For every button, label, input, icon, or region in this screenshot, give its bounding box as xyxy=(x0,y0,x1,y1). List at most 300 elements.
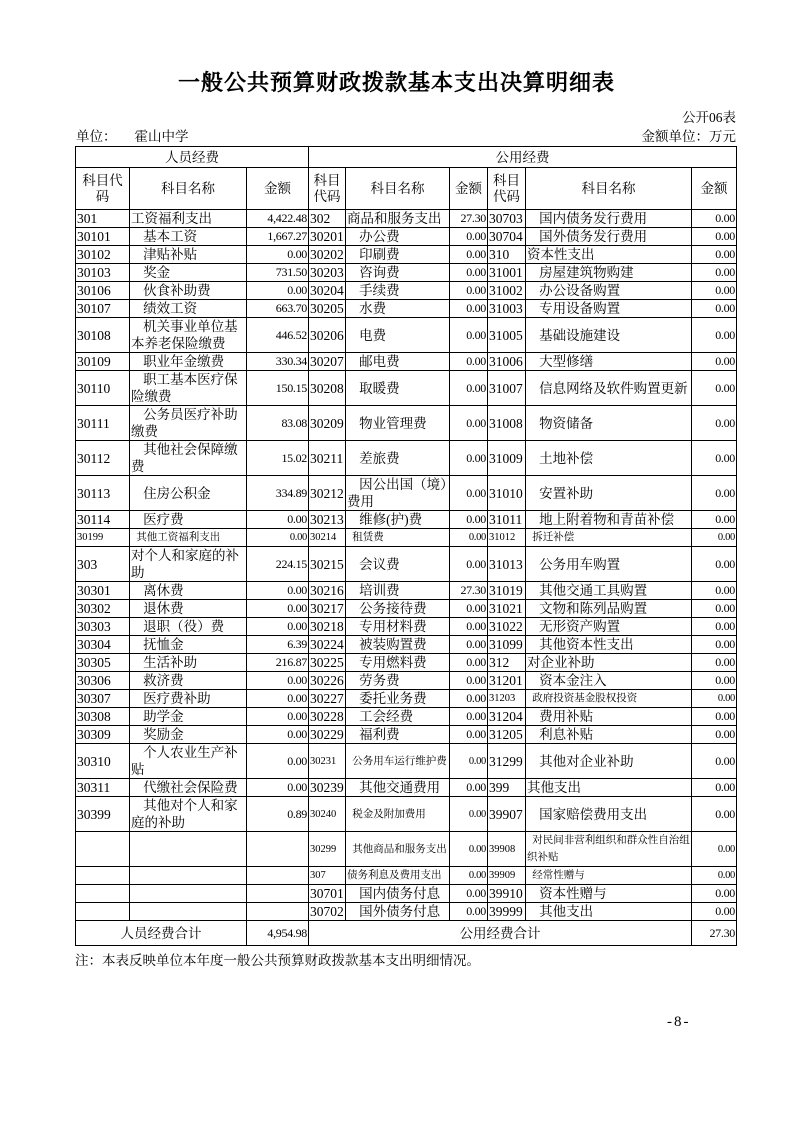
code-cell: 30224 xyxy=(310,637,344,652)
name-cell: 物资储备 xyxy=(526,406,692,441)
amount-cell: 0.00 xyxy=(450,371,488,406)
code-cell: 30226 xyxy=(310,673,344,688)
public-total-label: 公用经费合计 xyxy=(309,921,692,946)
col-header-name-3: 科目名称 xyxy=(526,168,692,210)
code-cell: 31099 xyxy=(488,636,526,654)
name-cell: 对民间非营利组织和群众性自治组织补贴 xyxy=(526,832,692,867)
name-cell: 国内债务发行费用 xyxy=(526,210,692,228)
amount-cell: 0.00 xyxy=(450,441,488,476)
code-cell: 30228 xyxy=(310,709,344,724)
name-cell: 印刷费 xyxy=(346,246,450,264)
amount-cell: 0.00 xyxy=(247,779,309,797)
name-cell: 其他资本性支出 xyxy=(526,636,692,654)
name-cell: 其他工资福利支出 xyxy=(130,529,247,547)
code-cell: 302 xyxy=(309,210,346,228)
code-cell: 31011 xyxy=(488,511,526,529)
amount-cell: 0.00 xyxy=(450,636,488,654)
name-cell: 咨询费 xyxy=(346,264,450,282)
table-row xyxy=(76,300,737,318)
amount-cell: 0.00 xyxy=(692,618,737,636)
code-cell: 31021 xyxy=(488,600,526,618)
code-cell: 30107 xyxy=(76,300,130,318)
code-cell: 30308 xyxy=(76,708,130,726)
code-cell: 31010 xyxy=(488,476,526,511)
page-number: -8- xyxy=(667,1014,691,1030)
code-cell: 39909 xyxy=(488,867,526,885)
name-cell: 国外债务发行费用 xyxy=(526,228,692,246)
amount-cell: 15.02 xyxy=(247,441,309,476)
amount-cell: 0.00 xyxy=(692,636,737,654)
amount-cell: 0.00 xyxy=(450,779,488,797)
name-cell: 土地补偿 xyxy=(526,441,692,476)
amount-cell: 0.00 xyxy=(450,885,488,903)
code-cell xyxy=(76,903,130,921)
code-cell: 31008 xyxy=(488,406,526,441)
amount-cell: 0.00 xyxy=(692,547,737,582)
table-row xyxy=(76,476,737,511)
name-cell: 物业管理费 xyxy=(346,406,450,441)
code-cell: 31002 xyxy=(488,282,526,300)
name-cell: 个人农业生产补贴 xyxy=(130,744,247,779)
code-cell: 30208 xyxy=(309,371,346,406)
code-cell: 30703 xyxy=(488,210,526,228)
code-cell: 30206 xyxy=(309,318,346,353)
amount-cell: 0.00 xyxy=(450,654,488,672)
code-cell: 303 xyxy=(76,547,130,582)
code-cell: 31201 xyxy=(488,672,526,690)
name-cell: 债务利息及费用支出 xyxy=(346,867,450,885)
name-cell: 税金及附加费用 xyxy=(346,797,450,832)
code-cell: 30399 xyxy=(76,797,130,832)
code-cell: 30205 xyxy=(310,301,344,316)
name-cell: 其他商品和服务支出 xyxy=(346,832,450,867)
name-cell: 信息网络及软件购置更新 xyxy=(526,371,692,406)
name-cell: 医疗费补助 xyxy=(130,690,247,708)
code-cell: 30108 xyxy=(76,318,130,353)
code-cell: 31299 xyxy=(488,744,526,779)
amount-cell: 0.89 xyxy=(247,797,309,832)
name-cell: 生活补助 xyxy=(130,654,247,672)
table-row xyxy=(76,282,737,300)
code-cell: 30112 xyxy=(76,441,130,476)
code-cell: 30201 xyxy=(310,229,344,244)
table-row xyxy=(76,744,737,779)
name-cell: 伙食补助费 xyxy=(130,282,247,300)
personnel-total-value: 4,954.98 xyxy=(247,921,309,946)
table-row xyxy=(76,654,737,672)
amount-cell: 0.00 xyxy=(247,690,309,708)
amount-cell: 446.52 xyxy=(247,318,309,353)
name-cell: 培训费 xyxy=(346,582,450,600)
amount-cell: 0.00 xyxy=(692,371,737,406)
amount-cell: 0.00 xyxy=(692,511,737,529)
code-cell: 30102 xyxy=(76,246,130,264)
code-cell: 39907 xyxy=(488,797,526,832)
amount-cell: 0.00 xyxy=(247,708,309,726)
amount-cell: 0.00 xyxy=(450,618,488,636)
amount-cell: 0.00 xyxy=(692,300,737,318)
section-public: 公用经费 xyxy=(309,147,737,168)
amount-cell: 0.00 xyxy=(692,690,737,708)
col-header-code-2: 科目代码 xyxy=(309,168,346,210)
table-row xyxy=(76,708,737,726)
code-cell: 312 xyxy=(488,654,526,672)
amount-cell: 0.00 xyxy=(247,282,309,300)
amount-cell: 0.00 xyxy=(692,246,737,264)
code-cell: 31006 xyxy=(488,353,526,371)
amount-cell: 0.00 xyxy=(450,300,488,318)
code-cell: 30216 xyxy=(310,583,344,598)
code-cell: 30218 xyxy=(310,619,344,634)
name-cell: 其他交通费用 xyxy=(346,779,450,797)
table-row xyxy=(76,529,737,547)
code-cell: 307 xyxy=(309,867,346,885)
code-cell: 30227 xyxy=(310,691,344,706)
name-cell: 政府投资基金股权投资 xyxy=(526,690,692,708)
name-cell: 奖励金 xyxy=(130,726,247,744)
amount-cell: 0.00 xyxy=(450,511,488,529)
amount-cell: 0.00 xyxy=(692,797,737,832)
amount-cell: 0.00 xyxy=(247,246,309,264)
name-cell: 邮电费 xyxy=(346,353,450,371)
code-cell: 39999 xyxy=(488,903,526,921)
name-cell: 地上附着物和青苗补偿 xyxy=(526,511,692,529)
table-note: 注：本表反映单位本年度一般公共预算财政拨款基本支出明细情况。 xyxy=(75,953,480,968)
code-cell: 30229 xyxy=(310,727,344,742)
amount-cell: 0.00 xyxy=(450,832,488,867)
table-row xyxy=(76,600,737,618)
amount-cell: 0.00 xyxy=(692,441,737,476)
name-cell: 绩效工资 xyxy=(130,300,247,318)
amount-cell: 0.00 xyxy=(247,672,309,690)
name-cell: 文物和陈列品购置 xyxy=(526,600,692,618)
code-cell: 30113 xyxy=(76,476,130,511)
expenditure-table xyxy=(75,146,737,946)
name-cell xyxy=(130,885,247,903)
amount-cell: 150.15 xyxy=(247,371,309,406)
name-cell: 因公出国（境）费用 xyxy=(346,476,450,511)
amount-cell: 0.00 xyxy=(692,654,737,672)
name-cell: 费用补贴 xyxy=(526,708,692,726)
code-cell: 399 xyxy=(488,779,526,797)
name-cell: 其他支出 xyxy=(526,903,692,921)
amount-cell: 0.00 xyxy=(247,529,309,547)
amount-cell: 0.00 xyxy=(450,529,488,547)
code-cell: 31007 xyxy=(488,371,526,406)
sheet xyxy=(75,146,736,969)
amount-cell: 0.00 xyxy=(692,832,737,867)
unit-name: 霍山中学 xyxy=(134,129,189,144)
name-cell: 经常性赠与 xyxy=(526,867,692,885)
code-cell: 30704 xyxy=(488,228,526,246)
name-cell: 其他对个人和家庭的补助 xyxy=(130,797,247,832)
page-title: 一般公共预算财政拨款基本支出决算明细表 xyxy=(177,71,615,96)
code-cell: 30301 xyxy=(76,582,130,600)
amount-cell: 0.00 xyxy=(692,282,737,300)
total-row xyxy=(76,921,737,946)
amount-cell: 0.00 xyxy=(692,353,737,371)
amount-cell xyxy=(247,903,309,921)
code-cell: 310 xyxy=(488,246,526,264)
name-cell xyxy=(130,903,247,921)
table-row xyxy=(76,441,737,476)
code-cell: 31204 xyxy=(488,708,526,726)
name-cell xyxy=(130,867,247,885)
name-cell: 公务接待费 xyxy=(346,600,450,618)
amount-cell: 0.00 xyxy=(247,744,309,779)
table-row xyxy=(76,726,737,744)
name-cell: 对个人和家庭的补助 xyxy=(130,547,247,582)
name-cell: 公务员医疗补助缴费 xyxy=(130,406,247,441)
name-cell: 办公费 xyxy=(346,228,450,246)
name-cell: 职业年金缴费 xyxy=(130,353,247,371)
code-cell: 31022 xyxy=(488,618,526,636)
amount-cell: 0.00 xyxy=(692,318,737,353)
code-cell xyxy=(76,885,130,903)
amount-cell: 663.70 xyxy=(247,300,309,318)
name-cell: 公务用车运行维护费 xyxy=(346,744,450,779)
name-cell: 拆迁补偿 xyxy=(526,529,692,547)
code-cell: 30109 xyxy=(76,353,130,371)
name-cell: 委托业务费 xyxy=(346,690,450,708)
table-row xyxy=(76,885,737,903)
name-cell: 国内债务付息 xyxy=(346,885,450,903)
code-cell: 31005 xyxy=(488,318,526,353)
amount-cell: 0.00 xyxy=(450,406,488,441)
name-cell: 被装购置费 xyxy=(346,636,450,654)
table-row xyxy=(76,228,737,246)
amount-cell: 0.00 xyxy=(247,511,309,529)
name-cell: 安置补助 xyxy=(526,476,692,511)
amount-unit-label: 金额单位：万元 xyxy=(641,129,736,144)
column-header-row xyxy=(76,168,737,210)
amount-cell: 6.39 xyxy=(247,636,309,654)
code-cell: 30310 xyxy=(76,744,130,779)
code-cell: 30199 xyxy=(76,529,130,547)
amount-cell: 0.00 xyxy=(450,282,488,300)
name-cell: 手续费 xyxy=(346,282,450,300)
amount-cell: 0.00 xyxy=(450,600,488,618)
name-cell: 其他交通工具购置 xyxy=(526,582,692,600)
col-header-amount-1: 金额 xyxy=(247,168,309,210)
amount-cell: 224.15 xyxy=(247,547,309,582)
table-row xyxy=(76,246,737,264)
name-cell: 办公设备购置 xyxy=(526,282,692,300)
name-cell: 资本性赠与 xyxy=(526,885,692,903)
name-cell: 无形资产购置 xyxy=(526,618,692,636)
amount-cell: 4,422.48 xyxy=(247,210,309,228)
name-cell: 离休费 xyxy=(130,582,247,600)
amount-cell: 0.00 xyxy=(692,779,737,797)
name-cell: 退职（役）费 xyxy=(130,618,247,636)
form-code-label: 公开06表 xyxy=(682,110,736,125)
col-header-code-3: 科目代码 xyxy=(488,168,526,210)
code-cell xyxy=(76,867,130,885)
code-cell: 30213 xyxy=(310,512,344,527)
amount-cell: 334.89 xyxy=(247,476,309,511)
code-cell: 30110 xyxy=(76,371,130,406)
name-cell: 工会经费 xyxy=(346,708,450,726)
table-row xyxy=(76,672,737,690)
code-cell: 30231 xyxy=(309,744,346,779)
code-cell: 30111 xyxy=(76,406,130,441)
name-cell: 水费 xyxy=(346,300,450,318)
table-row xyxy=(76,797,737,832)
amount-cell: 0.00 xyxy=(692,600,737,618)
name-cell: 维修(护)费 xyxy=(346,511,450,529)
name-cell: 大型修缮 xyxy=(526,353,692,371)
amount-cell: 0.00 xyxy=(450,797,488,832)
name-cell: 退休费 xyxy=(130,600,247,618)
code-cell: 30299 xyxy=(309,832,346,867)
table-row xyxy=(76,210,737,228)
amount-cell: 0.00 xyxy=(450,690,488,708)
code-cell: 30203 xyxy=(310,265,344,280)
table-row xyxy=(76,318,737,353)
amount-cell: 0.00 xyxy=(247,582,309,600)
table-row xyxy=(76,636,737,654)
name-cell xyxy=(130,832,247,867)
name-cell: 奖金 xyxy=(130,264,247,282)
amount-cell: 0.00 xyxy=(450,867,488,885)
amount-cell xyxy=(247,885,309,903)
amount-cell: 0.00 xyxy=(692,672,737,690)
code-cell: 30311 xyxy=(76,779,130,797)
name-cell: 其他对企业补助 xyxy=(526,744,692,779)
table-row xyxy=(76,547,737,582)
code-cell: 30101 xyxy=(76,228,130,246)
name-cell: 津贴补贴 xyxy=(130,246,247,264)
name-cell: 电费 xyxy=(346,318,450,353)
name-cell: 工资福利支出 xyxy=(130,210,247,228)
code-cell: 30303 xyxy=(76,618,130,636)
code-cell: 39908 xyxy=(488,832,526,867)
amount-cell: 0.00 xyxy=(450,246,488,264)
code-cell: 31009 xyxy=(488,441,526,476)
personnel-total-label: 人员经费合计 xyxy=(76,921,247,946)
code-cell: 31013 xyxy=(488,547,526,582)
code-cell: 30214 xyxy=(309,529,346,547)
amount-cell: 0.00 xyxy=(450,318,488,353)
amount-cell: 0.00 xyxy=(692,476,737,511)
code-cell: 30217 xyxy=(310,601,344,616)
col-header-amount-2: 金额 xyxy=(450,168,488,210)
code-cell: 30103 xyxy=(76,264,130,282)
name-cell: 会议费 xyxy=(346,547,450,582)
code-cell: 30202 xyxy=(310,247,344,262)
amount-cell: 0.00 xyxy=(450,672,488,690)
amount-cell: 731.50 xyxy=(247,264,309,282)
amount-cell xyxy=(247,832,309,867)
amount-cell: 83.08 xyxy=(247,406,309,441)
amount-cell: 0.00 xyxy=(450,264,488,282)
name-cell: 专用燃料费 xyxy=(346,654,450,672)
amount-cell: 0.00 xyxy=(450,903,488,921)
meta-row xyxy=(76,125,736,145)
table-row xyxy=(76,353,737,371)
name-cell: 取暖费 xyxy=(346,371,450,406)
table-row xyxy=(76,618,737,636)
code-cell xyxy=(76,832,130,867)
table-row xyxy=(76,371,737,406)
amount-cell: 0.00 xyxy=(692,867,737,885)
name-cell: 租赁费 xyxy=(346,529,450,547)
amount-cell: 1,667.27 xyxy=(247,228,309,246)
amount-cell: 0.00 xyxy=(450,547,488,582)
amount-cell: 0.00 xyxy=(247,618,309,636)
name-cell: 国外债务付息 xyxy=(346,903,450,921)
name-cell: 利息补贴 xyxy=(526,726,692,744)
code-cell: 31003 xyxy=(488,300,526,318)
code-cell: 39910 xyxy=(488,885,526,903)
code-cell: 30702 xyxy=(310,904,344,919)
code-cell: 30701 xyxy=(310,886,344,901)
name-cell: 资本性支出 xyxy=(526,246,692,264)
code-cell: 30114 xyxy=(76,511,130,529)
code-cell: 30215 xyxy=(309,547,346,582)
amount-cell: 27.30 xyxy=(450,582,488,600)
col-header-amount-3: 金额 xyxy=(692,168,737,210)
name-cell: 商品和服务支出 xyxy=(346,210,450,228)
table-row xyxy=(76,832,737,867)
code-cell: 30106 xyxy=(76,282,130,300)
table-row xyxy=(76,582,737,600)
table-row xyxy=(76,511,737,529)
amount-cell: 0.00 xyxy=(247,726,309,744)
amount-cell: 0.00 xyxy=(692,210,737,228)
code-cell: 30212 xyxy=(309,476,346,511)
name-cell: 机关事业单位基本养老保险缴费 xyxy=(130,318,247,353)
section-personnel: 人员经费 xyxy=(76,147,309,168)
name-cell: 国家赔偿费用支出 xyxy=(526,797,692,832)
amount-cell: 0.00 xyxy=(692,708,737,726)
amount-cell: 0.00 xyxy=(692,744,737,779)
name-cell: 公务用车购置 xyxy=(526,547,692,582)
table-row xyxy=(76,903,737,921)
amount-cell: 0.00 xyxy=(450,708,488,726)
section-header-row xyxy=(76,147,737,168)
code-cell: 31019 xyxy=(488,582,526,600)
amount-cell: 0.00 xyxy=(692,582,737,600)
table-row xyxy=(76,867,737,885)
unit-label: 单位： xyxy=(76,129,117,144)
name-cell: 差旅费 xyxy=(346,441,450,476)
unit-line xyxy=(76,125,189,145)
name-cell: 代缴社会保险费 xyxy=(130,779,247,797)
name-cell: 房屋建筑物购建 xyxy=(526,264,692,282)
name-cell: 对企业补助 xyxy=(526,654,692,672)
table-body xyxy=(76,210,737,921)
code-cell: 31012 xyxy=(488,529,526,547)
code-cell: 31001 xyxy=(488,264,526,282)
name-cell: 医疗费 xyxy=(130,511,247,529)
amount-cell: 0.00 xyxy=(692,228,737,246)
name-cell: 救济费 xyxy=(130,672,247,690)
public-total-value: 27.30 xyxy=(692,921,737,946)
table-row xyxy=(76,264,737,282)
code-cell: 30306 xyxy=(76,672,130,690)
amount-cell: 0.00 xyxy=(692,264,737,282)
table-row xyxy=(76,406,737,441)
amount-cell: 0.00 xyxy=(692,529,737,547)
code-cell: 30207 xyxy=(310,354,344,369)
name-cell: 其他社会保障缴费 xyxy=(130,441,247,476)
amount-cell: 0.00 xyxy=(450,228,488,246)
amount-cell: 27.30 xyxy=(450,210,488,228)
amount-cell: 0.00 xyxy=(450,476,488,511)
amount-cell: 0.00 xyxy=(450,353,488,371)
amount-cell: 0.00 xyxy=(692,406,737,441)
